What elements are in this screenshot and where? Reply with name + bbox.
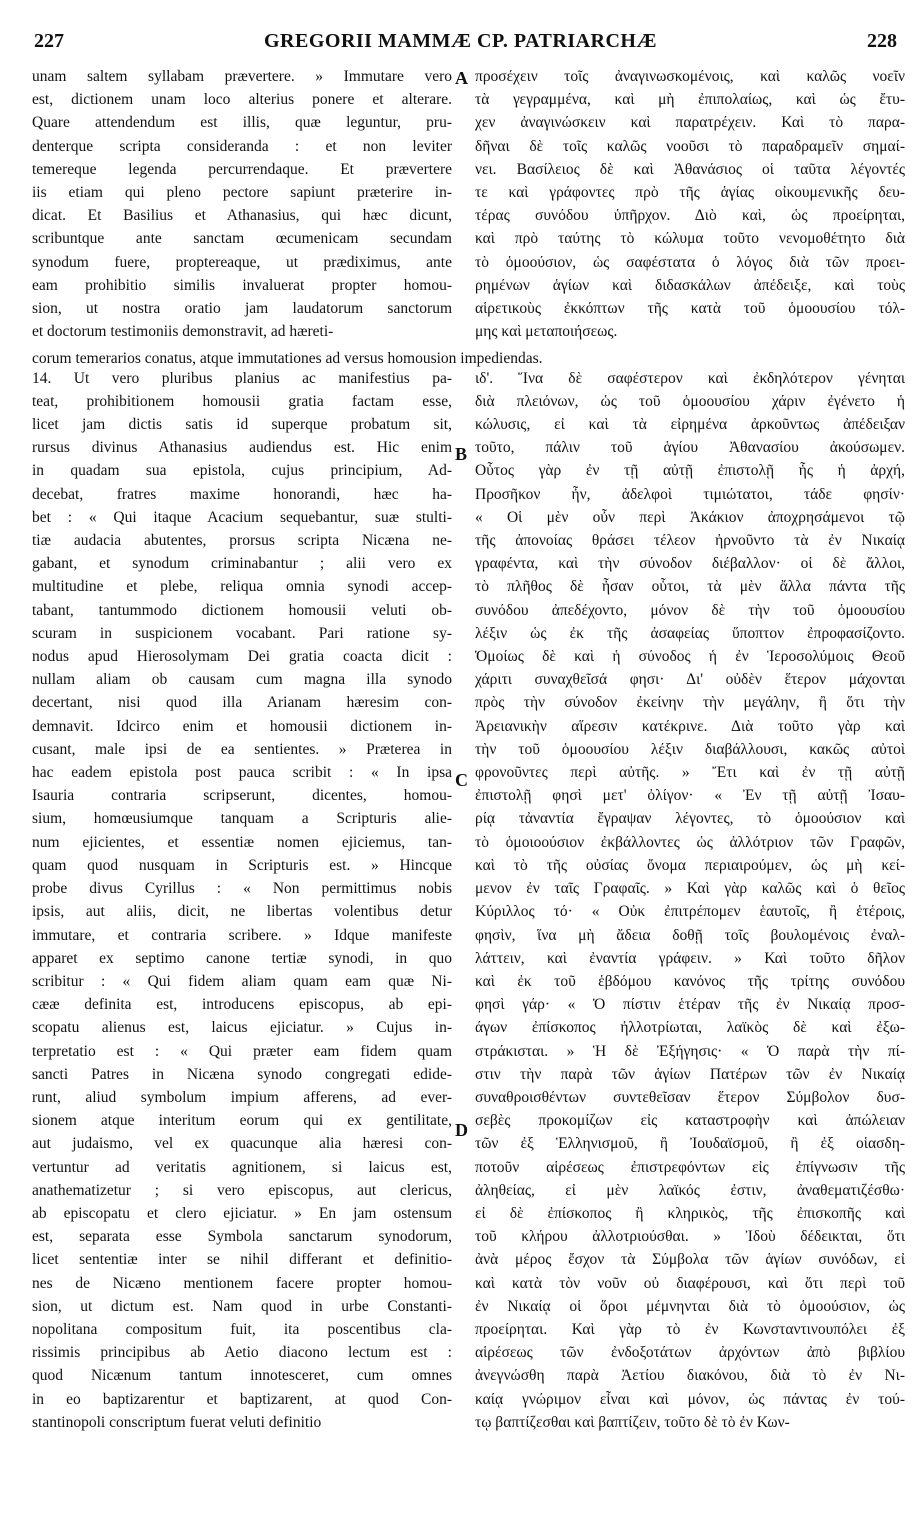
latin-text-line: sancti Patres in Nicæna synodo congregati edide- (32, 1065, 452, 1083)
greek-text-line: ἐν Νικαίᾳ οἱ ὅροι μέμνηνται διὰ τὸ ὁμοούσιον, ὡς (475, 1297, 905, 1315)
latin-text-line: gabant, et synodum criminabantur ; alii vero ex (32, 555, 452, 573)
greek-text-line: τοῦ κλήρου ἀλλοτριούσθαι. » Ἰδοὺ δέδεικται, ὅτι (475, 1228, 905, 1246)
greek-text-line: τὸ ὁμοιοούσιον ἐκβάλλοντες ὡς ἀλλότριον τῶν Γραφῶν, (475, 833, 905, 851)
running-header (20, 30, 901, 58)
latin-text-line: scuram in suspicionem vocabant. Pari ratione sy- (32, 624, 452, 642)
latin-text-line: nodus apud Hierosolymam Dei gratia coacta dicit : (32, 648, 452, 666)
greek-text-line: ρίᾳ τἀναντία ἔγραψαν λέγοντες, τὸ ὁμοούσιον καὶ (475, 810, 905, 828)
latin-text-line: tabant, tantummodo dictionem homousii veluti ob- (32, 601, 452, 619)
page-number-right: 228 (867, 30, 897, 52)
greek-text-line: τῆς ἀπονοίας θράσει τέλεον ἠρνοῦντο τὰ ἐν Νικαίᾳ (475, 532, 905, 550)
latin-text-line: immutare, et contraria scribere. » Idque manifeste (32, 926, 452, 944)
latin-text-line: anathematizetur ; si vero episcopus, aut clericus, (32, 1181, 452, 1199)
latin-column (32, 65, 452, 1434)
latin-text-line: unam saltem syllabam prævertere. » Immutare vero (32, 68, 452, 85)
spanning-line: corum temerarios conatus, atque immutationes ad versus homousion impediendas. (32, 350, 543, 367)
latin-text-line: licet sententiæ inter se nihil differant et definitio- (32, 1251, 452, 1269)
latin-text-line: terpretatio est : « Qui præter eam fidem quam (32, 1042, 452, 1060)
greek-column (475, 65, 905, 1434)
greek-text-line: τὸ ὁμοούσιον, ὡς σαφέστατα ὁ λόγος διὰ τῶν προει- (475, 253, 905, 271)
latin-text-line: temereque legenda percurrendaque. Et prævertere (32, 160, 452, 178)
latin-text-line: eam prohibitio similis invaluerat propter homou- (32, 276, 452, 294)
greek-text-line: ἐπιστολῇ φησὶ μετ' ὀλίγον· « Ἐν τῇ αὐτῇ Ἰσαυ- (475, 787, 905, 805)
greek-text-line: λέξιν ὡς ἐκ τῆς ἀσαφείας ὕποπτον ἐπροφασίζοντο. (475, 624, 905, 642)
greek-text-line: τῳ βαπτίζεσθαι καὶ βαπτίζειν, τοῦτο δὲ τὸ ἐν Κων- (475, 1413, 790, 1431)
greek-text-line: συναθροισθέντων συντεθεῖσαν ἕτερον Σύμβολον δυσ- (475, 1088, 905, 1106)
greek-text-line: μης καὶ μεταποιήσεως. (475, 323, 618, 341)
latin-text-line: rursus divinus Athanasius audiendus est. Hic enim (32, 439, 452, 457)
latin-text-line: Quare attendendum est illis, quæ leguntur, pru- (32, 114, 452, 132)
greek-text-line: τὸ πλῆθος δὲ ἦσαν οὗτοι, τὰ μὲν ἄλλα πάντα τῆς (475, 578, 905, 596)
latin-text-line: Isauria contraria scripserunt, dicentes, homou- (32, 787, 452, 805)
greek-text-line: καίᾳ γνώριμον εἶναι καὶ μόνον, ὡς πάντας ἐν τού- (475, 1390, 905, 1408)
latin-text-line: ab episcopatu et clero ejiciatur. » En jam ostensum (32, 1204, 452, 1222)
margin-letter-c: C (455, 770, 468, 790)
greek-text-line: αἱρέσεως τῶν ἐνδοξοτάτων ἀρχόντων ἀπὸ βιβλίου (475, 1344, 905, 1362)
greek-text-line: γραφέντα, καὶ τὴν σύνοδον διέβαλλον· οἱ δὲ ἄλλοι, (475, 555, 905, 573)
latin-text-line: quod Nicænum tantum innotesceret, cum omnes (32, 1367, 452, 1385)
greek-text-line: στράκισται. » Ἡ δὲ Ἐξήγησις· « Ὁ παρὰ τὴν πί- (475, 1042, 905, 1060)
greek-text-line: τὰ γεγραμμένα, καὶ μὴ ἐπιπολαίως, καὶ ὡς ἔτυ- (475, 91, 905, 109)
latin-text-line: probe divus Cyrillus : « Non permittimus nobis (32, 880, 452, 898)
page-number-left: 227 (34, 30, 64, 52)
latin-text-line: multitudine et plebe, reliqua omnia synodi accep- (32, 578, 452, 596)
greek-text-line: τοῦτο, πάλιν τοῦ ἁγίου Ἀθανασίου ἀκούσωμεν. (475, 439, 905, 457)
latin-text-line: decebat, fratres maxime honorandi, hæc ha- (32, 485, 452, 503)
greek-text-line: Ἀρειανικὴν αἵρεσιν κατέκρινε. Διὰ τοῦτο γὰρ καὶ (475, 717, 905, 735)
greek-text-line: τέρας συνόδου ὑπῆρχον. Διὸ καὶ, ὡς προείρηται, (475, 207, 905, 225)
latin-text-line: in eo baptizarentur et baptizarent, at quod Con- (32, 1390, 452, 1408)
greek-text-line: μενον ἐν ταῖς Γραφαῖς. » Καὶ γὰρ καλῶς καὶ ὁ θεῖος (475, 880, 905, 898)
latin-text-line: rissimis principibus ab Aetio diacono lectum est : (32, 1344, 452, 1362)
greek-text-line: τὴν τοῦ ὁμοουσίου λέξιν διαβάλλουσι, κακῶς αὐτοὶ (475, 740, 905, 758)
greek-text-line: « Οἱ μὲν οὖν περὶ Ἀκάκιον ἀποχρησάμενοι τῷ (475, 508, 905, 526)
greek-text-line: χάριτι συναχθεῖσά φησι· Δι' οὐδὲν ἕτερον μάχονται (475, 671, 905, 689)
greek-text-line: ρημένων ἁγίων καὶ διδασκάλων ἀπέδειξε, καὶ τοὺς (475, 276, 905, 294)
greek-text-line: προείρηται. Καὶ γὰρ τὸ ἐν Κωνσταντινουπόλει ἐξ (475, 1320, 905, 1338)
greek-text-line: φρονοῦντες περὶ αὐτῆς. » Ἔτι καὶ ἐν τῇ αὐτῇ (475, 764, 905, 782)
greek-text-line: καὶ κατὰ τὸν νοῦν οὐ διαφέρουσι, καὶ ὅτι περὶ τοῦ (475, 1274, 905, 1292)
greek-text-line: ιδ'. Ἵνα δὲ σαφέστερον καὶ ἐκδηλότερον γένηται (475, 369, 905, 387)
latin-text-line: licet jam dictis satis id superque probatum sit, (32, 416, 452, 434)
greek-text-line: καὶ πρὸ ταύτης τὸ κώλυμα τοῦτο νενομοθέτητο διὰ (475, 230, 905, 248)
latin-text-line: teat, prohibitionem homousii gratia factam esse, (32, 392, 452, 410)
greek-text-line: συνόδου ἀπεδέχοντο, μόνον δὲ τὴν τοῦ ὁμοουσίου (475, 601, 905, 619)
greek-text-line: κώλυσις, εἰ καὶ τὰ εἰρημένα ἀρκοῦντως ἀπέδειξαν (475, 416, 905, 434)
latin-text-line: 14. Ut vero pluribus planius ac manifestius pa- (32, 369, 452, 387)
margin-letter-b: B (455, 444, 468, 464)
latin-text-line: bet : « Qui itaque Acacium sequebantur, suæ stulti- (32, 508, 452, 526)
latin-text-line: sium, homœusiumque tanquam a Scripturis alie- (32, 810, 452, 828)
latin-text-line: apparet ex septimo canone tertiæ synodi, in quo (32, 949, 452, 967)
greek-text-line: ἀνεγνώσθη παρὰ Ἀετίου διακόνου, διὰ τὸ ἐν Νι- (475, 1367, 905, 1385)
latin-text-line: hac eadem epistola post pauca scribit : « In ipsa (32, 764, 452, 782)
greek-text-line: τε καὶ γράφοντες πρὸ τῆς ἁγίας οἰκουμενικῆς δευ- (475, 184, 905, 202)
latin-text-line: scribitur : « Qui fidem aliam quam eam quæ Ni- (32, 972, 452, 990)
latin-text-line: denterque scripta consideranda : et non leviter (32, 137, 452, 155)
greek-text-line: Οὗτος γὰρ ἐν τῇ αὐτῇ ἐπιστολῇ ἧς ἡ ἀρχή, (475, 462, 905, 480)
latin-text-line: vertuntur ad veritatis agnitionem, si laicus est, (32, 1158, 452, 1176)
latin-text-line: demnavit. Idcirco enim et homousii dictionem in- (32, 717, 452, 735)
latin-text-line: ipsis, aut aliis, dicit, ne libertas volentibus detur (32, 903, 452, 921)
greek-text-line: ποτοῦν αἱρέσεως ἐπιστρεφόντων εἰς ἐπίγνωσιν τῆς (475, 1158, 905, 1176)
latin-text-line: est, dictionem unam loco alterius ponere et alterare. (32, 91, 452, 109)
margin-letter-a: A (455, 68, 468, 88)
greek-text-line: τῶν ἐξ Ἑλληνισμοῦ, ἢ Ἰουδαϊσμοῦ, ἢ ἐξ οἱασδη- (475, 1135, 905, 1153)
greek-text-line: ἀληθείας, εἰ μὲν λαϊκός ἐστιν, ἀναθεματιζέσθω· (475, 1181, 905, 1199)
latin-text-line: nes de Nicæno mentionem facere propter homou- (32, 1274, 452, 1292)
greek-text-line: δῆναι δὲ τοῖς καλῶς νοοῦσι τὸ παραδραμεῖν σημαί- (475, 137, 905, 155)
greek-text-line: φησὶν, ἵνα μὴ ἄδεια δοθῇ τοῖς βουλομένοις ἐναλ- (475, 926, 905, 944)
greek-text-line: σεβὲς προκομίζων εἰς καταστροφὴν καὶ ἀπώλειαν (475, 1112, 905, 1130)
latin-text-line: nopolitana compositum fuit, ita poscentibus cla- (32, 1320, 452, 1338)
latin-text-line: cusant, male ipsi de ea sentientes. » Præterea in (32, 740, 452, 758)
latin-text-line: tiæ audacia abutentes, prorsus scripta Nicæna ne- (32, 532, 452, 550)
latin-text-line: quam quod nusquam in Scripturis est. » Hincque (32, 856, 452, 874)
greek-text-line: καὶ ἐκ τοῦ ἑβδόμου κανόνος τῆς τρίτης συνόδου (475, 972, 905, 990)
latin-text-line: sionem atque interitum eorum qui ex gentilitate, (32, 1112, 452, 1130)
margin-letter-d: D (455, 1120, 468, 1140)
greek-text-line: λάττειν, καὶ ἐναντία γράφειν. » Καὶ τοῦτο δῆλον (475, 949, 905, 967)
greek-text-line: άγων ἐπίσκοπος ἠλλοτρίωται, λαϊκὸς δὲ καὶ ἐξω- (475, 1019, 905, 1037)
greek-text-line: χεν ἀναγινώσκειν καὶ παρατρέχειν. Καὶ τὸ παρα- (475, 114, 905, 132)
latin-text-line: et doctorum testimoniis demonstravit, ad hæreti- (32, 323, 334, 341)
greek-text-line: Ὁμοίως δὲ καὶ ἡ σύνοδος ἡ ἐν Ἱεροσολύμοις Θεοῦ (475, 648, 905, 666)
latin-text-line: runt, aliud symbolum impium afferens, ad ever- (32, 1088, 452, 1106)
latin-text-line: cææ definita est, introducens episcopus, ab epi- (32, 996, 452, 1014)
greek-text-line: προσέχειν τοῖς ἀναγινωσκομένοις, καὶ καλῶς νοεῖν (475, 68, 905, 85)
latin-text-line: scribuntque ante sanctam œcumenicam secundam (32, 230, 452, 248)
greek-text-line: αἱρετικοὺς ἐκκόπτων τῆς κατὰ τοῦ ὁμοουσίου τόλ- (475, 300, 905, 318)
latin-text-line: stantinopoli conscriptum fuerat veluti definitio (32, 1413, 322, 1431)
running-title: GREGORII MAMMÆ CP. PATRIARCHÆ (263, 30, 657, 52)
greek-text-line: φησὶ γάρ· « Ὁ πίστιν ἑτέραν τῆς ἐν Νικαίᾳ προσ- (475, 996, 905, 1014)
greek-text-line: πρὸς τὴν σύνοδον ἐκείνην τὴν μεγάλην, ἢ ὅτι τὴν (475, 694, 905, 712)
latin-text-line: aut judaismo, vel ex quacunque alia hæresi con- (32, 1135, 452, 1153)
latin-text-line: num ejicientes, et essentiæ nomen ejiciemus, tan- (32, 833, 452, 851)
greek-text-line: καὶ τὸ τῆς οὐσίας ὄνομα περιαιρούμεν, ὡς μὴ κεί- (475, 856, 905, 874)
latin-text-line: nullam aliam ob causam cum magna illa synodo (32, 671, 452, 689)
latin-text-line: est, separata esse Symbola sanctarum synodorum, (32, 1228, 452, 1246)
latin-text-line: scopatu alienus est, laicus ejiciatur. » Cujus in- (32, 1019, 452, 1037)
latin-text-line: sion, ut dictum est. Nam quod in urbe Constanti- (32, 1297, 452, 1315)
greek-text-line: διὰ πλειόνων, ὡς τοῦ ὁμοουσίου χάριν ἐγένετο ἡ (475, 392, 905, 410)
greek-text-line: νει. Βασίλειος δὲ καὶ Ἀθανάσιος οἱ ταῦτα λέγοντές (475, 160, 905, 178)
latin-text-line: dicat. Et Basilius et Athanasius, qui hæc dicunt, (32, 207, 452, 225)
greek-text-line: εἰ δὲ ἐπίσκοπος ἢ κληρικὸς, τῆς ἐπισκοπῆς καὶ (475, 1204, 905, 1222)
latin-text-line: in quadam sua epistola, cujus principium, Ad- (32, 462, 452, 480)
greek-text-line: ἀνὰ μέρος ἔσχον τὰ Σύμβολα τῶν ἁγίων συνόδων, εἰ (475, 1251, 905, 1269)
greek-text-line: στιν τὴν παρὰ τῶν ἁγίων Πατέρων τῶν ἐν Νικαίᾳ (475, 1065, 905, 1083)
greek-text-line: Κύριλλος τό· « Οὐκ ἐπιτρέπομεν ἑαυτοῖς, ἢ ἑτέροις, (475, 903, 905, 921)
latin-text-line: iis etiam qui pleno pectore sapiunt præterire in- (32, 184, 452, 202)
latin-text-line: synodum fuere, proptereaque, ut prædiximus, ante (32, 253, 452, 271)
greek-text-line: Προσῆκον ἦν, ἀδελφοὶ τιμιώτατοι, τάδε φησίν· (475, 485, 905, 503)
latin-text-line: decertant, nisi quod illa Arianam hæresim con- (32, 694, 452, 712)
latin-text-line: sion, ut nostra oratio jam laudatorum sanctorum (32, 300, 452, 318)
